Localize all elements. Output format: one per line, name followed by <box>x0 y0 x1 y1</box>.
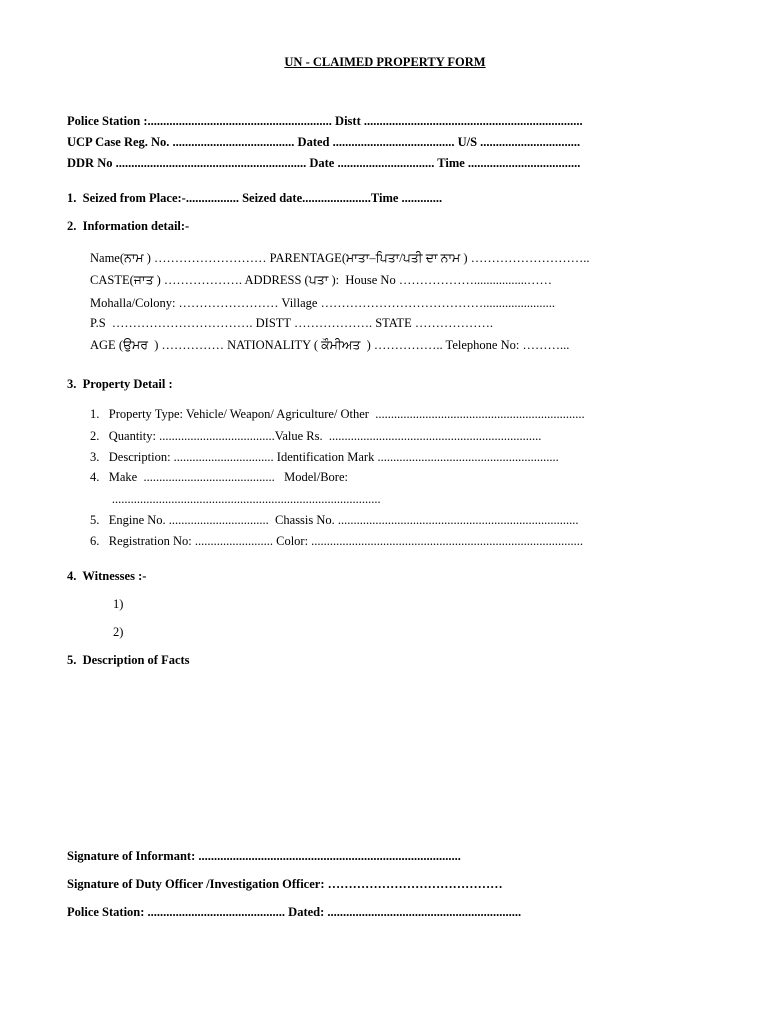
property-line-description: 3. Description: ................................ Identification Mark .......................................................... <box>90 450 559 464</box>
section-seized-from: 1. Seized from Place:-................. Seized date......................Time ............. <box>67 191 443 205</box>
witness-item-1: 1) <box>113 597 124 611</box>
section-witnesses-heading: 4. Witnesses :- <box>67 569 147 583</box>
signature-duty-officer: Signature of Duty Officer /Investigation Officer: …………………………………… <box>67 877 503 891</box>
section-facts-heading: 5. Description of Facts <box>67 653 190 667</box>
property-line-make-continued: ...................................................................................... <box>90 492 381 506</box>
section-information-heading: 2. Information detail:- <box>67 219 190 233</box>
form-title: UN - CLAIMED PROPERTY FORM <box>284 55 486 69</box>
property-line-engine: 5. Engine No. ................................ Chassis No. ............................................................................. <box>90 513 579 527</box>
info-line-ps: P.S ……………………………. DISTT ………………. STATE ………………. <box>90 316 493 330</box>
property-line-make: 4. Make .......................................... Model/Bore: <box>90 470 348 484</box>
header-line-police-station: Police Station :........................................................... Distt ...................................................................... <box>67 114 583 128</box>
info-line-name: Name(ਨਾਮ ) ……………………… PARENTAGE(ਮਾਤਾ–ਪਿਤਾ/ਪਤੀ ਦਾ ਨਾਮ ) ……………………….. <box>90 251 590 265</box>
section-property-heading: 3. Property Detail : <box>67 377 173 391</box>
header-line-ucp-case: UCP Case Reg. No. ....................................... Dated ....................................... U/S ................................ <box>67 135 581 149</box>
signature-informant: Signature of Informant: .................................................................................... <box>67 849 461 863</box>
info-line-caste: CASTE(ਜਾਤ ) ………………. ADDRESS (ਪਤਾ ): House No ……………….................…… <box>90 273 552 287</box>
property-line-quantity: 2. Quantity: .....................................Value Rs. .................................................................... <box>90 429 542 443</box>
info-line-mohalla: Mohalla/Colony: …………………… Village …………………………………....................... <box>90 296 555 310</box>
property-line-type: 1. Property Type: Vehicle/ Weapon/ Agriculture/ Other ................................................................... <box>90 407 585 421</box>
header-line-ddr: DDR No ............................................................. Date ............................... Time .................................... <box>67 156 581 170</box>
witness-item-2: 2) <box>113 625 124 639</box>
signature-police-station: Police Station: ............................................ Dated: .............................................................. <box>67 905 522 919</box>
property-line-registration: 6. Registration No: ......................... Color: ....................................................................................... <box>90 534 584 548</box>
info-line-age: AGE (ਉਮਰ ) …………… NATIONALITY ( ਕੌਮੀਅਤ ) …………….. Telephone No: ………... <box>90 338 570 352</box>
